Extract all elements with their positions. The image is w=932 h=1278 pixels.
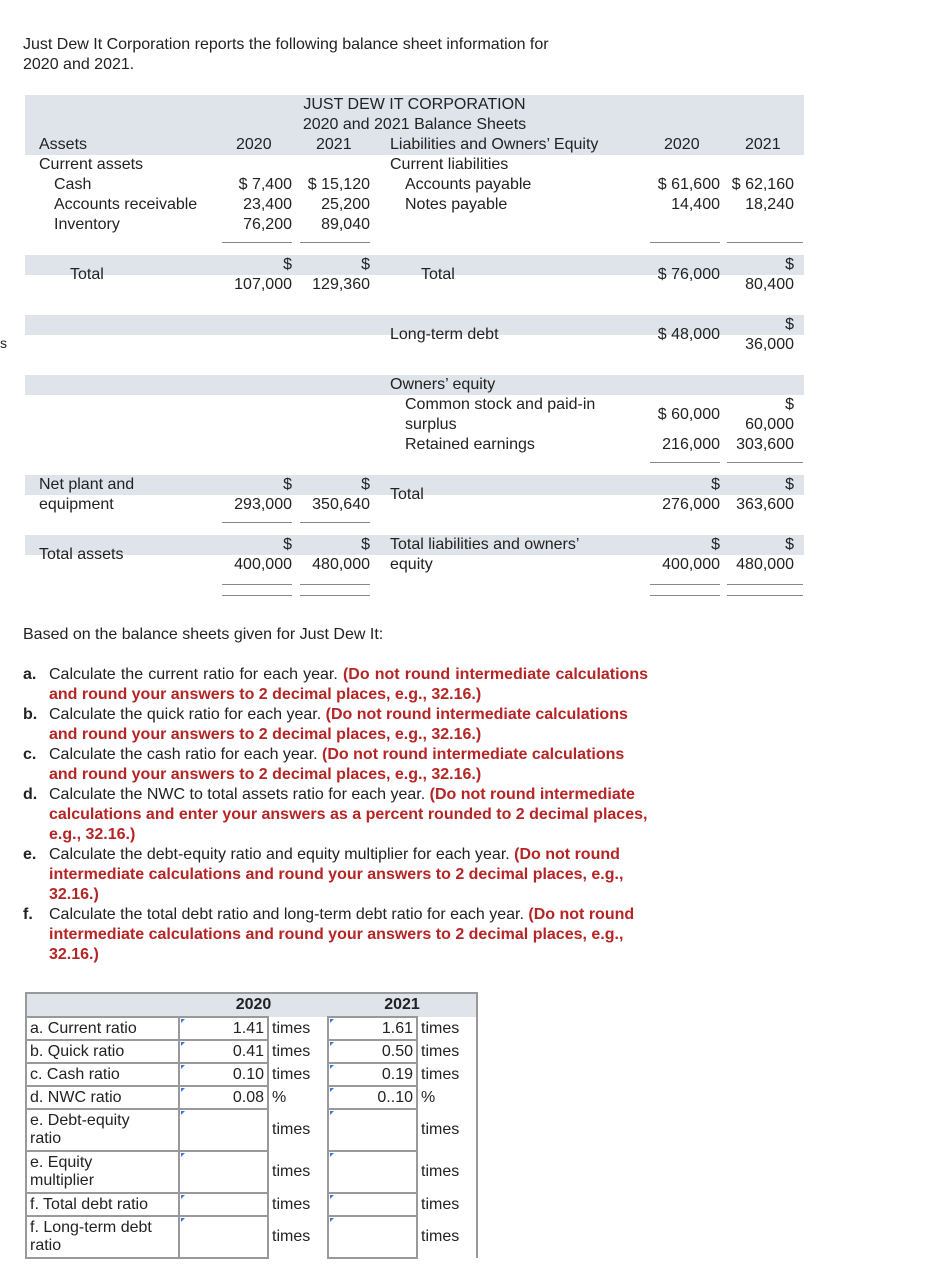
assets-year-2020: 2020 <box>236 136 272 153</box>
total-le-2020-currency: $ <box>711 536 720 553</box>
ar-2020: 23,400 <box>243 196 292 213</box>
npe-label-2: equipment <box>39 496 114 513</box>
answer-row <box>26 1017 477 1040</box>
np-2020: 14,400 <box>671 196 720 213</box>
answer-unit-2021: times <box>417 1109 477 1151</box>
total-assets-2021-currency: $ <box>361 536 370 553</box>
answer-unit-2020: % <box>272 1088 287 1106</box>
intro-line-1: Just Dew It Corporation reports the following balance sheet information for <box>23 36 549 53</box>
common-stock-2021: 60,000 <box>745 416 794 433</box>
owners-equity-label: Owners’ equity <box>390 376 496 393</box>
ltd-label: Long-term debt <box>390 326 499 343</box>
total-oe-2020: 276,000 <box>662 496 720 513</box>
total-oe-label: Total <box>390 486 424 503</box>
answer-input-2020[interactable]: 0.10 <box>179 1063 268 1086</box>
total-cl-label: Total <box>421 266 455 283</box>
common-stock-2021-currency: $ <box>785 396 794 413</box>
margin-char: s <box>0 335 7 351</box>
answer-input-2020[interactable] <box>179 1109 268 1151</box>
answer-row-label: d. NWC ratio <box>26 1086 179 1109</box>
question-d: d. Calculate the NWC to total assets ratio for each year. (Do not round intermediate calculations and enter your answers as a percent rounded to 2 decimal places, e.g., 32.16.) <box>23 786 648 843</box>
answer-col-2021: 2021 <box>328 993 477 1017</box>
answer-unit-2021: times <box>417 1216 477 1258</box>
answer-unit-2021: times <box>417 1017 477 1040</box>
question-b: b. Calculate the quick ratio for each year. (Do not round intermediate calculations and round your answers to 2 decimal places, e.g., 32.16.) <box>23 706 628 743</box>
answer-input-2020[interactable] <box>179 1151 268 1193</box>
answer-row-label: c. Cash ratio <box>26 1063 179 1086</box>
common-stock-label-2: surplus <box>405 416 457 433</box>
retained-earnings-2020: 216,000 <box>662 436 720 453</box>
liabilities-header: Liabilities and Owners’ Equity <box>390 136 599 153</box>
answer-input-2021[interactable] <box>328 1151 417 1193</box>
total-ca-2021-currency: $ <box>361 256 370 273</box>
answer-row-label: b. Quick ratio <box>26 1040 179 1063</box>
npe-label-1: Net plant and <box>39 476 135 493</box>
question-c: c. Calculate the cash ratio for each year. (Do not round intermediate calculations and round your answers to 2 decimal places, e.g., 32.16.) <box>23 746 625 783</box>
question-a: a. Calculate the current ratio for each year. (Do not round intermediate calculations and round your answers to 2 decimal places, e.g., 32.16.) <box>23 666 649 703</box>
assets-year-2021: 2021 <box>316 136 352 153</box>
npe-2020-currency: $ <box>283 476 292 493</box>
total-assets-label: Total assets <box>39 546 124 563</box>
answer-unit-2020: times <box>272 1163 311 1180</box>
common-stock-2020: $ 60,000 <box>657 406 720 423</box>
answer-input-2020[interactable]: 0.08 <box>179 1086 268 1109</box>
answer-row <box>26 1151 477 1193</box>
question-list <box>23 665 648 965</box>
answer-unit-2021: times <box>417 1040 477 1063</box>
total-cl-2020: $ 76,000 <box>657 266 720 283</box>
answer-row <box>26 1109 477 1151</box>
answer-row <box>26 1063 477 1086</box>
answer-input-2021[interactable] <box>328 1193 417 1216</box>
ap-2020: $ 61,600 <box>657 176 720 193</box>
inventory-label: Inventory <box>54 216 120 233</box>
answer-row-label: f. Long-term debt ratio <box>26 1216 179 1258</box>
answer-unit-2021: times <box>417 1063 477 1086</box>
answer-row <box>26 1040 477 1063</box>
instructions-lead: Based on the balance sheets given for Just Dew It: <box>23 626 384 643</box>
total-cl-2021-currency: $ <box>785 256 794 273</box>
answer-table <box>25 992 478 1259</box>
answer-input-2020[interactable]: 1.41 <box>179 1017 268 1040</box>
retained-earnings-2021: 303,600 <box>736 436 794 453</box>
current-assets-label: Current assets <box>39 156 144 173</box>
answer-input-2021[interactable]: 1.61 <box>328 1017 417 1040</box>
np-2021: 18,240 <box>745 196 794 213</box>
answer-unit-2020: times <box>272 1065 311 1083</box>
total-ca-2020: 107,000 <box>234 276 292 293</box>
npe-2020: 293,000 <box>234 496 292 513</box>
answer-unit-2021: times <box>417 1193 477 1216</box>
answer-input-2020[interactable] <box>179 1216 268 1258</box>
answer-unit-2020: times <box>272 1121 311 1138</box>
answer-unit-2020: times <box>272 1228 311 1245</box>
answer-row-label: e. Equity multiplier <box>26 1151 179 1193</box>
answer-col-2020: 2020 <box>179 993 328 1017</box>
np-label: Notes payable <box>405 196 508 213</box>
ltd-2020: $ 48,000 <box>657 326 720 343</box>
answer-input-2020[interactable]: 0.41 <box>179 1040 268 1063</box>
liab-year-2020: 2020 <box>664 136 700 153</box>
cash-label: Cash <box>54 176 92 193</box>
answer-row-label: a. Current ratio <box>26 1017 179 1040</box>
total-oe-2021-currency: $ <box>785 476 794 493</box>
npe-2021-currency: $ <box>361 476 370 493</box>
answer-input-2021[interactable]: 0.50 <box>328 1040 417 1063</box>
answer-row-label: e. Debt-equity ratio <box>26 1109 179 1151</box>
total-le-2021-currency: $ <box>785 536 794 553</box>
total-oe-2020-currency: $ <box>711 476 720 493</box>
ltd-2021-currency: $ <box>785 316 794 333</box>
question-f: f. Calculate the total debt ratio and long-term debt ratio for each year. (Do not round intermediate calculations and round your answers to 2 decimal places, e.g., 32.16.) <box>23 906 635 963</box>
answer-input-2021[interactable]: 0..10 <box>328 1086 417 1109</box>
answer-row <box>26 1216 477 1258</box>
retained-earnings-label: Retained earnings <box>405 436 535 453</box>
total-le-label-1: Total liabilities and owners’ <box>390 536 580 553</box>
answer-row <box>26 1086 477 1109</box>
total-cl-2021: 80,400 <box>745 276 794 293</box>
inventory-2021: 89,040 <box>321 216 370 233</box>
intro-line-2: 2020 and 2021. <box>23 56 135 73</box>
total-le-2020: 400,000 <box>662 556 720 573</box>
npe-2021: 350,640 <box>312 496 370 513</box>
total-le-label-2: equity <box>390 556 433 573</box>
ap-2021: $ 62,160 <box>731 176 794 193</box>
company-title: JUST DEW IT CORPORATION <box>303 96 526 113</box>
ar-label: Accounts receivable <box>54 196 198 213</box>
total-oe-2021: 363,600 <box>736 496 794 513</box>
answer-input-2021[interactable] <box>328 1216 417 1258</box>
answer-unit-2021: % <box>417 1086 477 1109</box>
total-assets-2021: 480,000 <box>312 556 370 573</box>
current-liabilities-label: Current liabilities <box>390 156 509 173</box>
answer-input-2021[interactable]: 0.19 <box>328 1063 417 1086</box>
liab-year-2021: 2021 <box>745 136 781 153</box>
answer-row <box>26 1193 477 1216</box>
total-assets-2020-currency: $ <box>283 536 292 553</box>
ltd-2021: 36,000 <box>745 336 794 353</box>
total-ca-label: Total <box>70 266 104 283</box>
answer-input-2021[interactable] <box>328 1109 417 1151</box>
cash-2020: $ 7,400 <box>238 176 292 193</box>
total-le-2021: 480,000 <box>736 556 794 573</box>
ar-2021: 25,200 <box>321 196 370 213</box>
inventory-2020: 76,200 <box>243 216 292 233</box>
total-ca-2021: 129,360 <box>312 276 370 293</box>
answer-unit-2020: times <box>272 1195 311 1213</box>
sheet-title: 2020 and 2021 Balance Sheets <box>302 116 527 133</box>
cash-2021: $ 15,120 <box>307 176 370 193</box>
common-stock-label-1: Common stock and paid-in <box>405 396 596 413</box>
answer-unit-2020: times <box>272 1019 311 1037</box>
answer-unit-2020: times <box>272 1042 311 1060</box>
assets-header: Assets <box>39 136 88 153</box>
ap-label: Accounts payable <box>405 176 532 193</box>
question-e: e. Calculate the debt-equity ratio and equity multiplier for each year. (Do not round intermediate calculations and round your answers to 2 decimal places, e.g., 32.16.) <box>23 846 624 903</box>
total-ca-2020-currency: $ <box>283 256 292 273</box>
answer-row-label: f. Total debt ratio <box>26 1193 179 1216</box>
answer-input-2020[interactable] <box>179 1193 268 1216</box>
total-assets-2020: 400,000 <box>234 556 292 573</box>
answer-unit-2021: times <box>417 1151 477 1193</box>
